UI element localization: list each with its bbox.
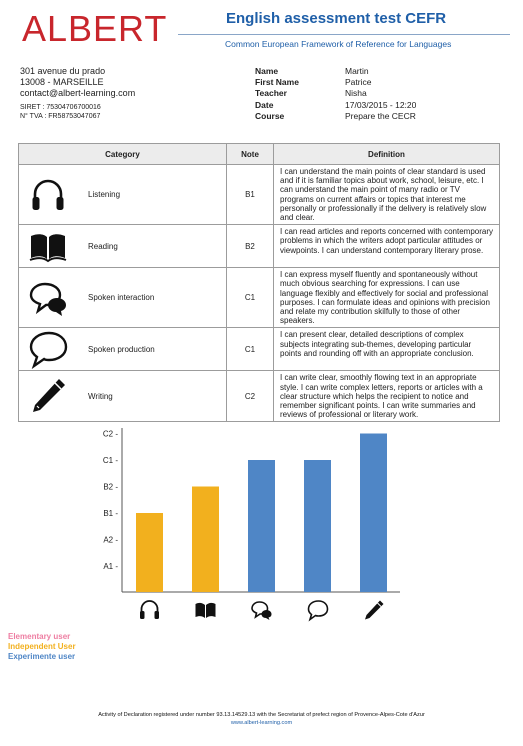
meta-value: Martin: [345, 66, 369, 76]
speech-bubbles-icon: [28, 278, 68, 318]
category-label: Spoken production: [88, 344, 155, 354]
page-title: English assessment test CEFR: [226, 10, 447, 27]
headphones-icon: [140, 601, 159, 619]
contact-email: contact@albert-learning.com: [20, 88, 136, 98]
definition-cell: I can express myself fluently and spontaneously without much obvious searching for expressions. I can use language flexibly and effectively for social and professional purposes. I can formulate ideas and opinions with precision and relate my contribution skilfully to those of other speakers.: [274, 268, 500, 328]
meta-row-course: [255, 111, 416, 122]
note-cell: C2: [227, 371, 274, 422]
category-label: Writing: [88, 391, 113, 401]
header-category: Category: [19, 144, 227, 165]
address-line-2: 13008 - MARSEILLE: [20, 77, 104, 87]
company-logo: ALBERT: [22, 8, 168, 49]
category-cell: [19, 268, 227, 328]
category-label: Reading: [88, 241, 118, 251]
table-row: [19, 165, 500, 225]
header-definition: Definition: [274, 144, 500, 165]
definition-cell: I can write clear, smoothly flowing text in an appropriate style. I can write complex letters, reports or articles with a clear structure which helps the recipient to notice and remember significant points. I can write summaries and reviews of professional or literary work.: [274, 371, 500, 422]
bar-B2: [192, 487, 219, 593]
table-row: [19, 225, 500, 268]
y-tick-label: B2 -: [103, 482, 118, 492]
legend-experimente: Experimente user: [8, 652, 76, 661]
category-label: Listening: [88, 190, 121, 200]
legend-independent: Independent User: [8, 642, 76, 651]
category-cell: [19, 225, 227, 268]
legend-elementary: Elementary user: [8, 632, 71, 641]
address-line-1: 301 avenue du prado: [20, 66, 106, 76]
company-info: [20, 66, 135, 121]
siret-number: SIRET : 75304706700016: [20, 104, 101, 111]
speech-bubbles-icon: [252, 602, 272, 620]
note-cell: C1: [227, 268, 274, 328]
speech-bubble-icon: [28, 329, 68, 369]
table-row: [19, 328, 500, 371]
meta-value: Patrice: [345, 77, 372, 88]
tva-number: N° TVA : FR58753047067: [20, 113, 101, 120]
student-info: [255, 66, 416, 122]
assessment-table: [18, 143, 500, 422]
meta-value: Nisha: [345, 88, 367, 99]
bar-C1: [304, 460, 331, 592]
y-tick-label: C2 -: [102, 429, 118, 439]
header-note: Note: [227, 144, 274, 165]
note-cell: B2: [227, 225, 274, 268]
note-cell: C1: [227, 328, 274, 371]
meta-label: Name: [255, 66, 279, 76]
meta-value: Prepare the CECR: [345, 110, 416, 121]
y-tick-label: A2 -: [103, 535, 118, 545]
table-header-row: [19, 144, 500, 165]
user-level-legend: [8, 632, 76, 662]
book-icon: [28, 226, 68, 266]
meta-value: 17/03/2015 - 12:20: [345, 99, 417, 110]
footer: [0, 711, 523, 727]
book-icon: [196, 603, 216, 618]
note-cell: B1: [227, 165, 274, 225]
footer-declaration: Activity of Declaration registered under number 93.13.14529.13 with the Secretariat of prefect region of Provence-Alpes-Cote d'Azur: [98, 712, 425, 718]
definition-cell: I can read articles and reports concerned with contemporary problems in which the writers adopt particular attitudes or viewpoints. I can understand contemporary literary prose.: [274, 225, 500, 268]
table-row: [19, 371, 500, 422]
definition-cell: I can present clear, detailed descriptions of complex subjects integrating sub-themes, developing particular points and rounding off with an appropriate conclusion.: [274, 328, 500, 371]
category-cell: [19, 165, 227, 225]
meta-label: Course: [255, 110, 285, 121]
meta-row-first-name: [255, 77, 416, 88]
category-label: Spoken interaction: [88, 293, 155, 303]
pencil-icon: [28, 376, 68, 416]
meta-row-teacher: [255, 88, 416, 99]
speech-bubble-icon: [309, 601, 328, 620]
definition-cell: I can understand the main points of clear standard is used and if it is familiar topics about work, school, leisure, etc. I can understand the main point of many radio or TV programs on current affairs or topics that interest me personally or professionally if the delivery is relatively slow and clear.: [274, 165, 500, 225]
y-tick-label: A1 -: [103, 562, 118, 571]
bar-C1: [248, 460, 275, 592]
meta-label: First Name: [255, 77, 299, 88]
meta-label: Teacher: [255, 88, 287, 99]
y-tick-label: B1 -: [103, 509, 118, 518]
y-tick-label: C1 -: [102, 456, 118, 465]
category-cell: [19, 328, 227, 371]
category-cell: [19, 371, 227, 422]
footer-link[interactable]: www.albert-learning.com: [230, 720, 293, 726]
table-row: [19, 268, 500, 328]
headphones-icon: [28, 175, 68, 215]
pencil-icon: [365, 601, 384, 620]
meta-row-date: [255, 100, 416, 111]
meta-label: Date: [255, 99, 274, 110]
page-subtitle: Common European Framework of Reference for Languages: [225, 39, 452, 49]
bar-C2: [360, 434, 387, 593]
meta-row-name: [255, 66, 416, 77]
title-divider: [178, 34, 510, 35]
bar-B1: [136, 513, 163, 592]
level-bar-chart: [0, 420, 523, 630]
